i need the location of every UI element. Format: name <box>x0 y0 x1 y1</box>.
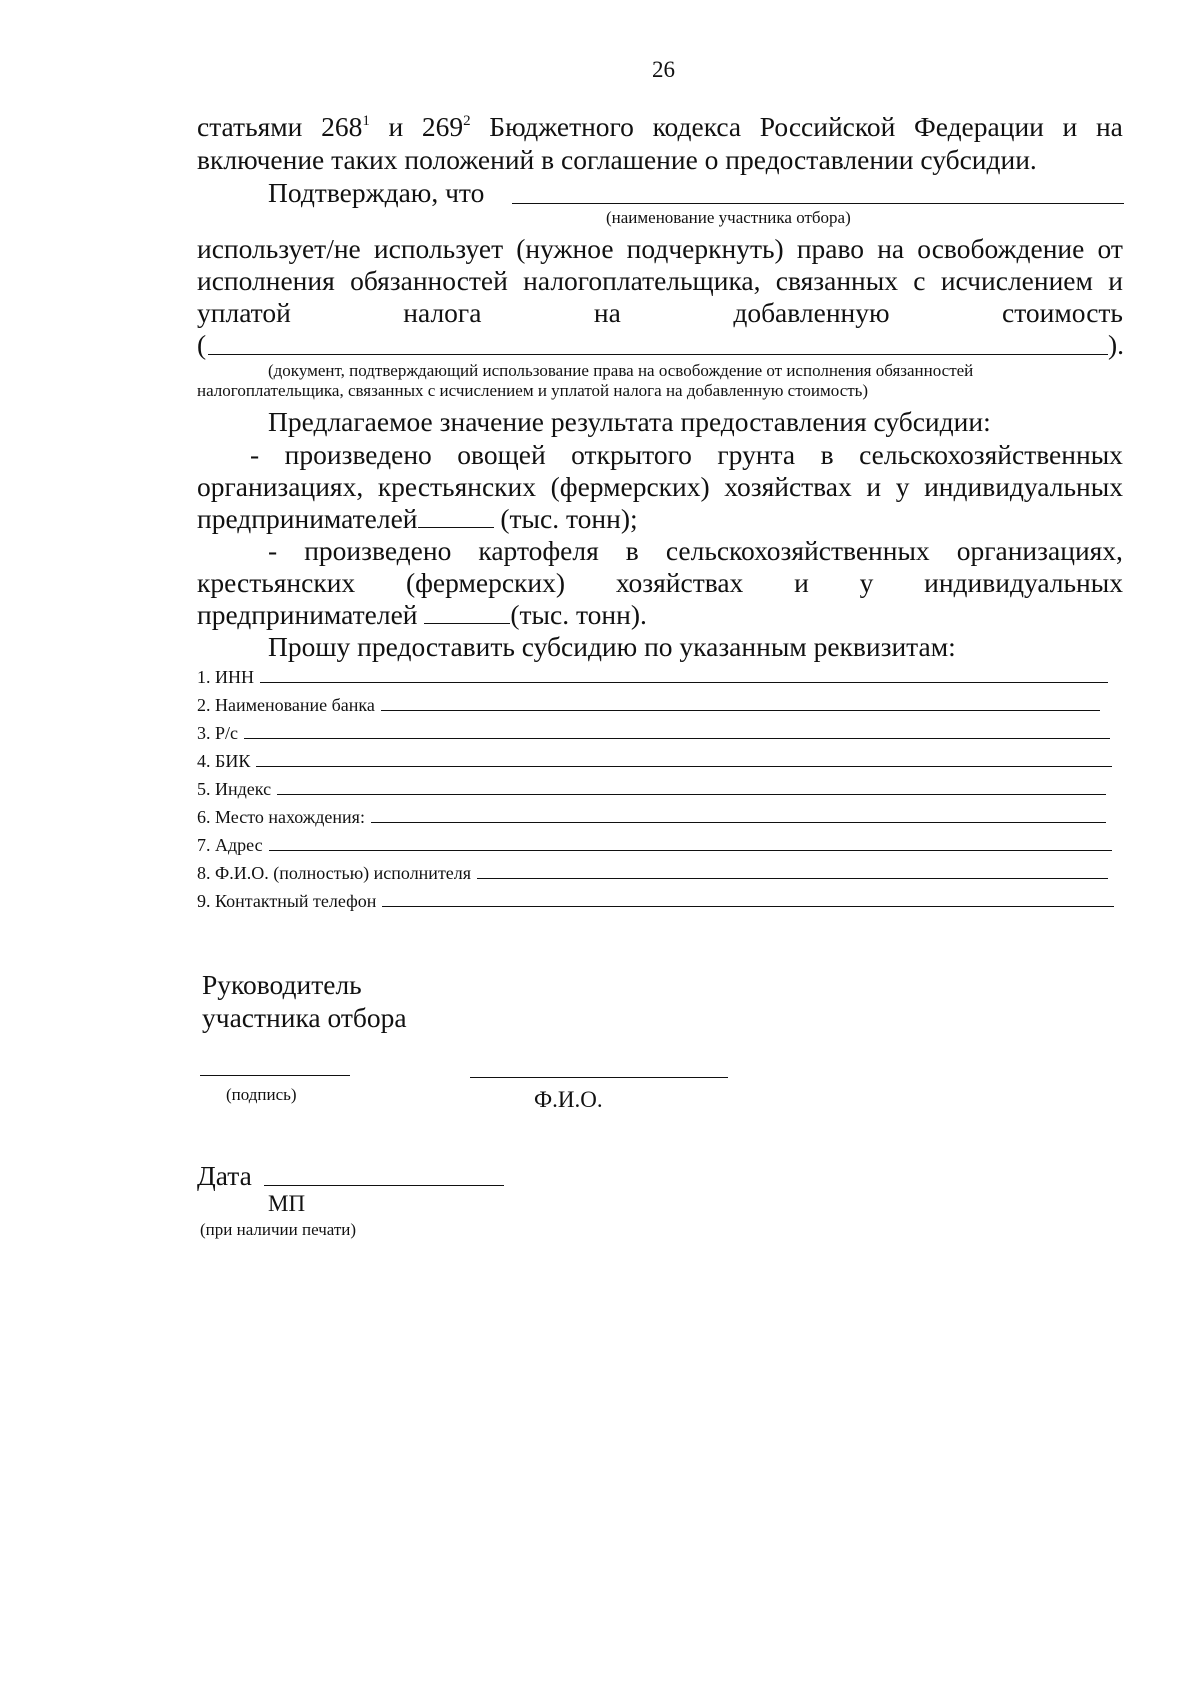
result-word: крестьянских <box>197 567 356 598</box>
requisite-label: 9. Контактный телефон <box>197 891 377 911</box>
signature-field[interactable] <box>200 1075 350 1076</box>
result-word: организациях, <box>956 535 1123 566</box>
para2-word: уплатой <box>197 297 291 328</box>
para2-word: исполнения <box>197 265 335 296</box>
para1-word: Бюджетного <box>489 111 634 142</box>
para2-word: использует <box>373 233 504 264</box>
article-superscript: 2 <box>463 113 471 129</box>
potato-volume-field[interactable] <box>424 622 510 624</box>
para2-word: обязанностей <box>350 265 508 296</box>
result-word: предпринимателей <box>197 599 418 630</box>
result-word: (фермерских) <box>405 567 566 598</box>
participant-name-caption: (наименование участника отбора) <box>606 208 851 227</box>
result-unit: (тыс. тонн). <box>510 599 647 630</box>
exemption-caption-line2: налогоплательщика, связанных с исчислением и уплатой налога на добавленную стоимость) <box>197 381 869 400</box>
result-item2-line3 <box>197 598 647 631</box>
result-unit: (тыс. тонн); <box>500 503 638 534</box>
article-number: 268 <box>321 111 363 142</box>
para1-article-2 <box>422 110 471 143</box>
para1-word: Федерации <box>914 111 1044 142</box>
exemption-caption-line1: (документ, подтверждающий использование права на освобождение от исполнения обязанностей <box>268 361 974 380</box>
para2-word: подчеркнуть) <box>626 233 784 264</box>
requisite-row <box>197 664 1108 688</box>
article-superscript: 1 <box>362 113 370 129</box>
result-word: открытого <box>571 439 692 470</box>
requisite-label: 4. БИК <box>197 751 251 771</box>
result-item2-line1 <box>268 534 1123 567</box>
para1-word: статьями <box>197 111 303 142</box>
result-word: организациях, <box>197 471 364 502</box>
result-item1-line2 <box>197 470 1123 503</box>
requisite-row <box>197 720 1110 744</box>
signer-title-line1: Руководитель <box>202 969 362 1000</box>
date-label: Дата <box>197 1160 252 1191</box>
requisite-row <box>197 860 1108 884</box>
requisites-heading: Прошу предоставить субсидию по указанным реквизитам: <box>268 631 956 662</box>
requisite-row <box>197 888 1114 912</box>
result-word: произведено <box>284 439 432 470</box>
result-word: - <box>250 439 260 470</box>
result-word: индивидуальных <box>924 567 1123 598</box>
result-word: картофеля <box>478 535 599 566</box>
result-word: у <box>859 567 874 598</box>
requisite-label: 3. Р/с <box>197 723 239 743</box>
para1-word: на <box>1095 111 1123 142</box>
para2-line3 <box>197 296 1123 329</box>
requisite-row <box>197 804 1106 828</box>
para2-word: на <box>877 233 905 264</box>
para1-word: и <box>1062 111 1078 142</box>
para2-word: и <box>1108 265 1123 296</box>
result-word: произведено <box>304 535 452 566</box>
para2-line2 <box>197 264 1123 297</box>
result-word: хозяйствах <box>615 567 744 598</box>
para2-word: налога <box>403 297 482 328</box>
open-paren: ( <box>197 329 207 360</box>
result-word: хозяйствах <box>724 471 852 502</box>
exemption-document-field[interactable] <box>208 354 1108 355</box>
result-word: предпринимателей <box>197 503 418 534</box>
date-field[interactable] <box>264 1185 504 1186</box>
requisite-row <box>197 776 1106 800</box>
requisite-label: 1. ИНН <box>197 667 254 687</box>
result-item2-line2 <box>197 566 1123 599</box>
participant-name-field[interactable] <box>512 203 1124 204</box>
confirm-lead: Подтверждаю, что <box>268 177 485 208</box>
page-number: 26 <box>652 57 675 82</box>
result-item1-line1 <box>250 438 1123 471</box>
para2-line1 <box>197 232 1123 265</box>
result-word: и <box>866 471 882 502</box>
result-word: крестьянских <box>377 471 536 502</box>
para2-word: исчислением <box>940 265 1093 296</box>
requisite-row <box>197 692 1100 716</box>
vegetables-volume-field[interactable] <box>418 526 494 528</box>
result-heading: Предлагаемое значение результата предоставления субсидии: <box>268 406 991 437</box>
para2-word: налогоплательщика, <box>523 265 761 296</box>
requisite-label: 7. Адрес <box>197 835 263 855</box>
para2-word: добавленную <box>733 297 890 328</box>
result-word: сельскохозяйственных <box>859 439 1123 470</box>
stamp-caption: (при наличии печати) <box>200 1220 357 1239</box>
requisite-label: 8. Ф.И.О. (полностью) исполнителя <box>197 863 472 883</box>
signer-title-line2: участника отбора <box>202 1002 407 1033</box>
fio-caption: Ф.И.О. <box>534 1087 603 1112</box>
requisite-row <box>197 748 1112 772</box>
para2-word: стоимость <box>1002 297 1123 328</box>
result-word: - <box>268 535 278 566</box>
result-item1-line3 <box>197 502 638 535</box>
result-word: и <box>794 567 809 598</box>
para2-word: от <box>1097 233 1123 264</box>
para1-line2: включение таких положений в соглашение о предоставлении субсидии. <box>197 144 1037 175</box>
para2-word: право <box>796 233 865 264</box>
para2-word: связанных <box>775 265 898 296</box>
result-word: сельскохозяйственных <box>665 535 930 566</box>
result-word: грунта <box>717 439 796 470</box>
signature-caption: (подпись) <box>226 1085 297 1104</box>
requisite-input-line[interactable] <box>477 860 1108 879</box>
requisite-label: 5. Индекс <box>197 779 272 799</box>
stamp-label: МП <box>268 1191 306 1216</box>
para2-word: освобождение <box>917 233 1085 264</box>
requisite-input-line[interactable] <box>277 776 1106 795</box>
requisite-input-line[interactable] <box>244 720 1110 739</box>
para2-word: с <box>913 265 926 296</box>
requisite-input-line[interactable] <box>371 804 1106 823</box>
requisite-row <box>197 832 1112 856</box>
para1-word: кодекса <box>652 111 742 142</box>
para1-article-1 <box>321 110 370 143</box>
requisite-input-line[interactable] <box>269 832 1112 851</box>
requisite-label: 2. Наименование банка <box>197 695 375 715</box>
para1-line1 <box>197 110 1123 143</box>
requisite-input-line[interactable] <box>381 692 1100 711</box>
para2-word: на <box>593 297 621 328</box>
para2-word: (нужное <box>516 233 614 264</box>
result-word: овощей <box>457 439 546 470</box>
result-word: в <box>625 535 639 566</box>
requisite-label: 6. Место нахождения: <box>197 807 365 827</box>
close-paren: ). <box>1108 329 1125 360</box>
requisite-input-line[interactable] <box>260 664 1108 683</box>
fio-field[interactable] <box>470 1077 728 1078</box>
result-word: в <box>820 439 834 470</box>
result-word: (фермерских) <box>550 471 710 502</box>
article-number: 269 <box>421 111 464 142</box>
para1-word: и <box>388 111 404 142</box>
para2-word: использует/не <box>197 233 361 264</box>
result-word: индивидуальных <box>924 471 1123 502</box>
result-word: у <box>895 471 910 502</box>
requisite-input-line[interactable] <box>382 888 1114 907</box>
para1-word: Российской <box>759 111 896 142</box>
requisite-input-line[interactable] <box>256 748 1112 767</box>
